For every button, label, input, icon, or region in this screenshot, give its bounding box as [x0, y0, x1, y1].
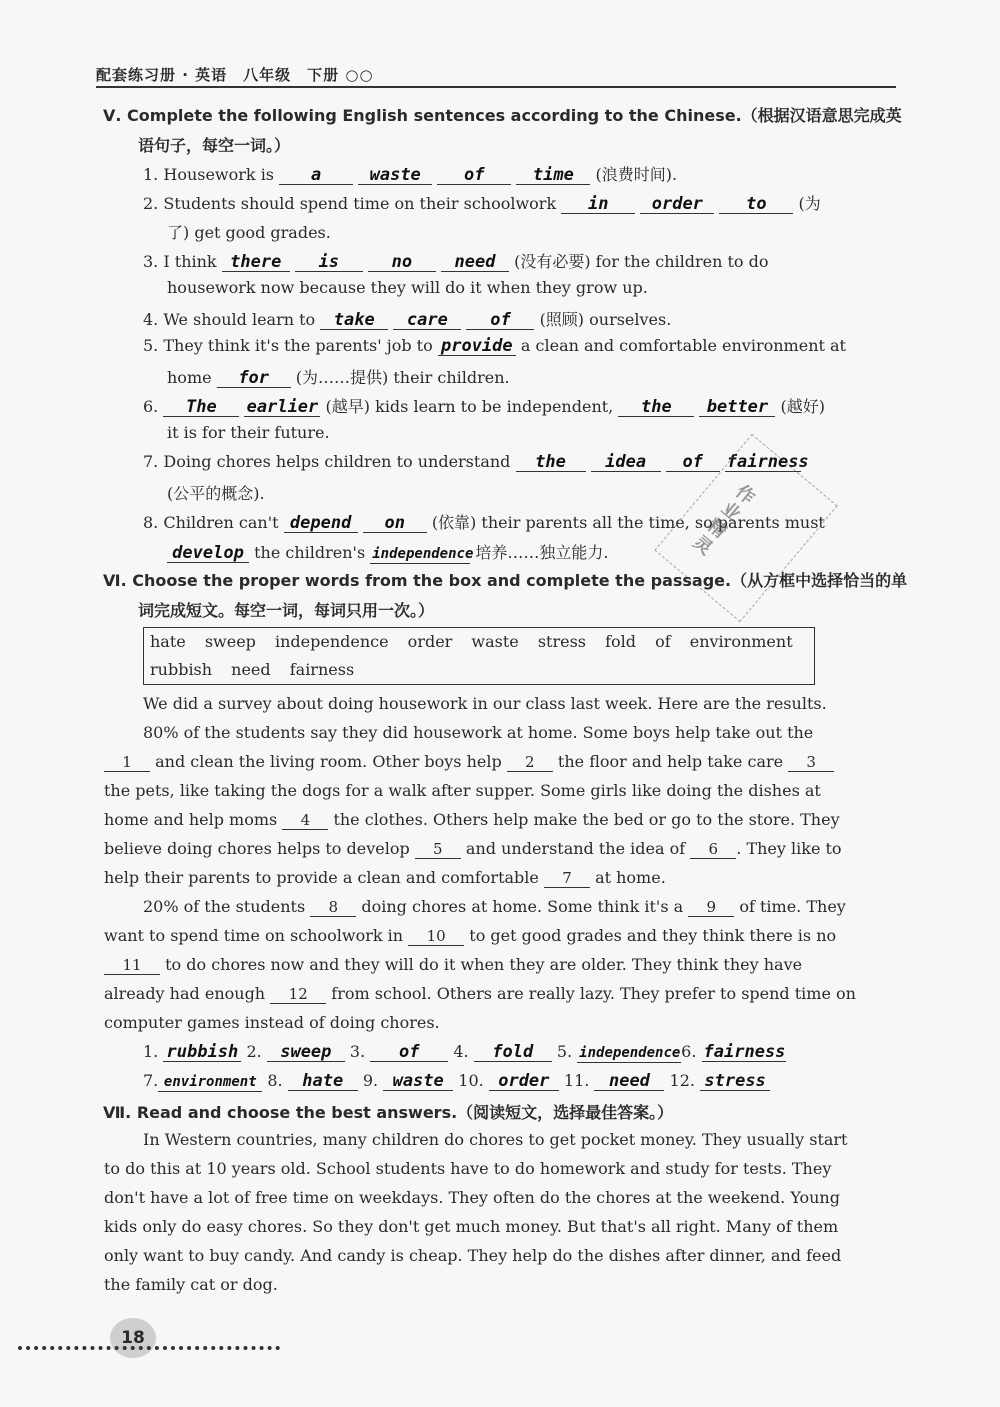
numbered-blank: 6 [690, 840, 736, 859]
answer-blank: fairness [703, 1042, 786, 1062]
section-5-heading-cont: 语句子，每空一词。） [138, 136, 291, 155]
sentence-6: 6. The earlier (越早) kids learn to be independent, the better (越好) [143, 397, 826, 417]
sentence-5-cont: home for (为……提供) their children. [167, 368, 510, 388]
answer-blank: stress [700, 1072, 770, 1091]
reading-line-3: don't have a lot of free time on weekdays. They often do the chores at the weekend. Young [104, 1188, 840, 1207]
answer-blank: of [666, 453, 720, 472]
answer-blank: the [516, 453, 586, 472]
page-header: 配套练习册 · 英语 八年级 下册 ○○ [96, 66, 374, 84]
answer-blank: for [217, 369, 291, 388]
numbered-blank: 12 [270, 985, 326, 1004]
numbered-blank: 1 [104, 753, 150, 772]
answer-blank: of [370, 1043, 448, 1062]
passage-line-5: home and help moms 4 the clothes. Others help make the bed or go to the store. They [104, 810, 840, 829]
answer-blank: independence [579, 1045, 681, 1061]
answer-blank: better [699, 398, 775, 417]
stamp-text: 作业精灵 [685, 479, 759, 561]
answer-blank: in [561, 195, 635, 214]
section-6-heading: Ⅵ. Choose the proper words from the box and complete the passage.（从方框中选择恰当的单 [103, 571, 908, 590]
section-6-heading-cont: 词完成短文。每空一词，每词只用一次。） [138, 601, 435, 620]
numbered-blank: 5 [415, 840, 461, 859]
numbered-blank: 9 [688, 898, 734, 917]
answer-blank: independence [372, 546, 474, 562]
answer-blank: earlier [244, 398, 320, 417]
answer-blank: depend [284, 514, 358, 533]
answer-blank: provide [438, 337, 516, 356]
sentence-2: 2. Students should spend time on their schoolwork in order to (为 [143, 194, 821, 214]
passage-line-6: believe doing chores helps to develop 5 and understand the idea of 6 . They like to [104, 839, 842, 858]
answer-blank: rubbish [163, 1043, 241, 1062]
reading-line-5: only want to buy candy. And candy is cheap. They help do the dishes after dinner, and feed [104, 1246, 842, 1265]
answer-blank: of [466, 311, 534, 330]
word-box-row-2: rubbish need fairness [150, 660, 355, 679]
passage-line-2: 80% of the students say they did housework at home. Some boys help take out the [143, 723, 814, 742]
sentence-8-cont: develop the children's independence 培养……独立能力. [167, 540, 608, 564]
answer-blank: sweep [267, 1043, 345, 1062]
passage-line-9: want to spend time on schoolwork in 10 to get good grades and they think there is no [104, 926, 837, 945]
sentence-6-cont: it is for their future. [167, 423, 330, 442]
passage-line-1: We did a survey about doing housework in our class last week. Here are the results. [143, 694, 827, 713]
answer-blank: idea [591, 453, 661, 472]
answer-blank: of [437, 166, 511, 185]
answer-blank: need [441, 253, 509, 272]
reading-line-6: the family cat or dog. [104, 1275, 278, 1294]
sentence-4: 4. We should learn to take care of (照顾) ourselves. [143, 310, 672, 330]
numbered-blank: 2 [507, 753, 553, 772]
answer-blank: need [594, 1072, 664, 1091]
passage-line-8: 20% of the students 8 doing chores at home. Some think it's a 9 of time. They [143, 897, 846, 916]
answer-row-2: 7. environment 8. hate 9. waste 10. order 11. need 12. stress [143, 1071, 770, 1092]
passage-line-11: already had enough 12 from school. Others are really lazy. They prefer to spend time on [104, 984, 856, 1003]
answer-blank: fairness [726, 452, 809, 472]
numbered-blank: 10 [408, 927, 464, 946]
word-box [143, 627, 815, 685]
numbered-blank: 7 [544, 869, 590, 888]
header-divider [96, 86, 896, 88]
answer-blank: is [295, 253, 363, 272]
answer-blank: environment [158, 1073, 262, 1092]
answer-blank: to [719, 195, 793, 214]
passage-line-3: 1 and clean the living room. Other boys help 2 the floor and help take care 3 [104, 752, 834, 772]
sentence-7-cont: (公平的概念). [167, 484, 265, 503]
numbered-blank: 8 [310, 898, 356, 917]
numbered-blank: 3 [788, 753, 834, 772]
reading-line-2: to do this at 10 years old. School students have to do homework and study for tests. They [104, 1159, 832, 1178]
answer-blank: order [640, 195, 714, 214]
answer-row-1: 1. rubbish 2. sweep 3. of 4. fold 5. independence6. fairness [143, 1042, 786, 1062]
sentence-2-cont: 了) get good grades. [167, 223, 331, 242]
reading-line-1: In Western countries, many children do chores to get pocket money. They usually start [143, 1130, 848, 1149]
sentence-1: 1. Housework is a waste of time (浪费时间). [143, 165, 678, 185]
answer-blank: no [368, 253, 436, 272]
passage-line-10: 11 to do chores now and they will do it when they are older. They think they have [104, 955, 802, 975]
answer-blank: fold [474, 1043, 552, 1062]
page-number: 18 [110, 1318, 156, 1358]
answer-blank: waste [358, 166, 432, 185]
sentence-3: 3. I think there is no need (没有必要) for the children to do [143, 252, 769, 272]
answer-blank: a [279, 166, 353, 185]
answer-blank: take [320, 311, 388, 330]
numbered-blank: 4 [282, 811, 328, 830]
sentence-7: 7. Doing chores helps children to understand the idea of fairness [143, 452, 809, 472]
answer-blank: time [516, 166, 590, 185]
answer-blank: order [489, 1072, 559, 1091]
answer-blank: care [393, 311, 461, 330]
passage-line-7: help their parents to provide a clean and comfortable 7 at home. [104, 868, 666, 887]
sentence-5: 5. They think it's the parents' job to provide a clean and comfortable environment at [143, 336, 846, 356]
answer-blank: on [363, 514, 427, 533]
footer-dotted-rule [18, 1346, 280, 1350]
answer-blank: develop [167, 544, 249, 563]
answer-blank: the [618, 398, 694, 417]
answer-blank: hate [288, 1072, 358, 1091]
sentence-8: 8. Children can't depend on (依靠) their parents all the time, so parents must [143, 513, 825, 533]
passage-line-4: the pets, like taking the dogs for a walk after supper. Some girls like doing the dishes at [104, 781, 821, 800]
answer-blank: there [222, 253, 290, 272]
section-5-heading: Ⅴ. Complete the following English sentences according to the Chinese.（根据汉语意思完成英 [103, 106, 902, 125]
word-box-row-1: hate sweep independence order waste stress fold of environment [150, 632, 793, 651]
passage-line-12: computer games instead of doing chores. [104, 1013, 440, 1032]
answer-blank: The [163, 398, 239, 417]
numbered-blank: 11 [104, 956, 160, 975]
reading-line-4: kids only do easy chores. So they don't get much money. But that's all right. Many of them [104, 1217, 839, 1236]
section-7-heading: Ⅶ. Read and choose the best answers.（阅读短文，选择最佳答案。） [103, 1103, 674, 1122]
answer-blank: waste [383, 1072, 453, 1091]
sentence-3-cont: housework now because they will do it when they grow up. [167, 278, 648, 297]
